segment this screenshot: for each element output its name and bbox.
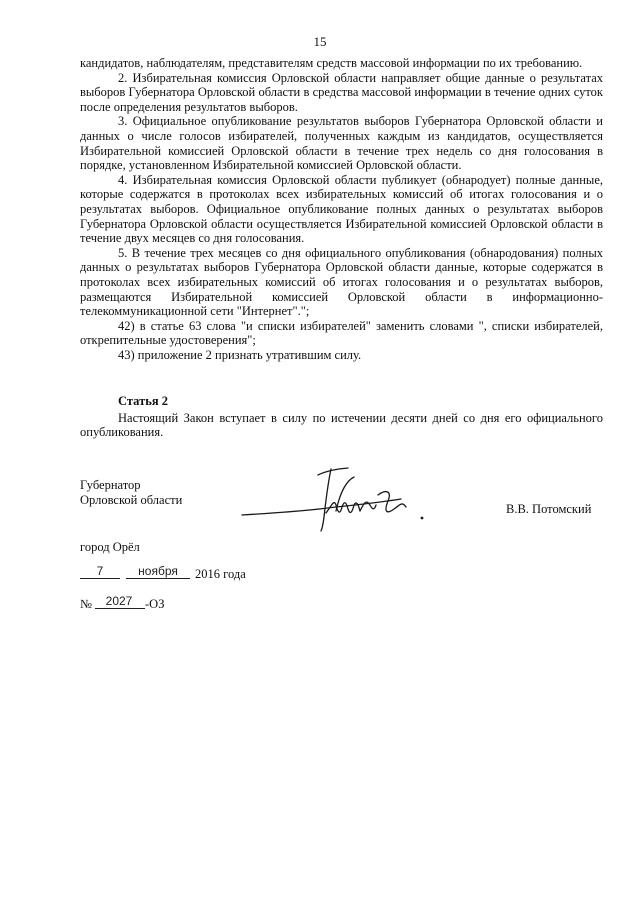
day-underline: [80, 578, 120, 579]
paragraph-item-2: 2. Избирательная комиссия Орловской области направляет общие данные о результатах выборов Губернатора Орловской области в средства массовой информации в течение одних суток после определения результатов выборов.: [80, 70, 603, 114]
page-number: 15: [313, 34, 327, 49]
law-body-text: [80, 56, 603, 362]
article-title: Статья 2: [118, 394, 168, 408]
date-day: 7: [96, 564, 104, 578]
date-year: 2016 года: [195, 567, 246, 581]
number-sign: №: [80, 597, 92, 611]
paragraph-continuation: кандидатов, наблюдателям, представителям средств массовой информации по их требованию.: [80, 56, 583, 70]
paragraph-item-4: 4. Избирательная комиссия Орловской области публикует (обнародует) полные данные, которые содержатся в протоколах всех избирательных комиссий об итогах голосования и о результатах выборов. Официальное опубликование полных данных о результатах выборов Губернатора Орловской области осуществляется Избирательной комиссией Орловской области в течение двух месяцев со дня голосования.: [80, 172, 603, 246]
number-suffix: -ОЗ: [145, 597, 165, 611]
handwritten-signature-icon: [236, 455, 436, 535]
date-month: ноября: [138, 564, 178, 578]
paragraph-amendment-42: 42) в статье 63 слова "и списки избирателей" заменить словами ", списки избирателей, открепительные удостоверения";: [80, 318, 603, 348]
paragraph-amendment-43: 43) приложение 2 признать утратившим силу.: [118, 347, 362, 362]
paragraph-item-5: 5. В течение трех месяцев со дня официального опубликования (обнародования) полных данных о результатах выборов Губернатора Орловской области данные, которые содержатся в протоколах всех избирательных комиссий об итогах голосования и о результатах выборов, размещаются Избирательной комиссией Орловской области в информационно-телекоммуникационной сети "Интернет".";: [80, 245, 603, 319]
signatory-name: В.В. Потомский: [506, 502, 592, 516]
city: город Орёл: [80, 540, 140, 554]
signing-date: [80, 564, 280, 583]
article-text: Настоящий Закон вступает в силу по истечении десяти дней со дня его официального опубликования.: [80, 410, 603, 440]
number-underline: [95, 608, 145, 609]
month-underline: [126, 578, 190, 579]
position-line-1: Губернатор: [80, 478, 141, 492]
article-2: [80, 394, 603, 440]
signatory-position: [80, 478, 182, 508]
paragraph-item-3: 3. Официальное опубликование результатов выборов Губернатора Орловской области и данных о числе голосов избирателей, полученных каждым из кандидатов, осуществляется Избирательной комиссией Орловской области в течение трех недель со дня голосования в порядке, установленном Избирательной комиссией Орловской области.: [80, 114, 603, 173]
law-number: [80, 594, 280, 613]
position-line-2: Орловской области: [80, 493, 183, 507]
number-value: 2027: [105, 594, 133, 608]
